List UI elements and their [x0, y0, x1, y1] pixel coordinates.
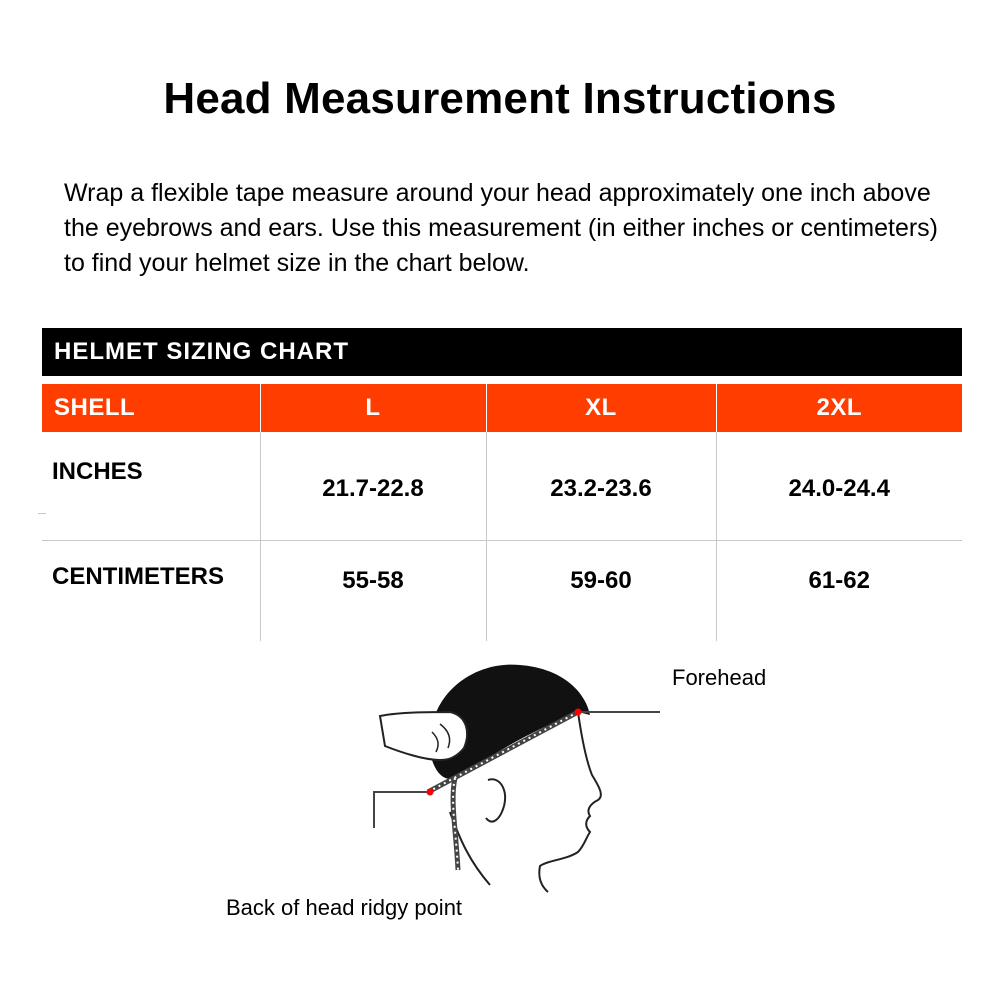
row-divider — [38, 513, 46, 514]
column-header-shell: SHELL — [42, 384, 260, 432]
face-profile — [539, 712, 601, 892]
cell-cm-xl: 59-60 — [486, 541, 716, 642]
ear-shape — [486, 779, 505, 821]
intro-paragraph: Wrap a flexible tape measure around your head approximately one inch above the eyebrows and ears. Use this measurement (in either inches or centimeters) to find your helmet size in the chart below. — [64, 179, 938, 277]
table-row — [42, 432, 962, 541]
hand-shape — [380, 712, 467, 760]
column-header-2xl: 2XL — [716, 384, 962, 432]
cell-cm-2xl: 61-62 — [716, 541, 962, 642]
forehead-label: Forehead — [672, 665, 767, 690]
forehead-leader-line — [578, 690, 660, 712]
chart-header: HELMET SIZING CHART — [42, 328, 962, 376]
sizing-table — [42, 384, 962, 641]
back-of-head-label: Back of head ridgy point — [226, 895, 463, 920]
table-row — [42, 541, 962, 642]
head-measurement-illustration — [340, 640, 660, 900]
cell-inches-xl: 23.2-23.6 — [486, 432, 716, 541]
cell-inches-l: 21.7-22.8 — [260, 432, 486, 541]
column-header-xl: XL — [486, 384, 716, 432]
back-of-head-marker — [427, 789, 434, 796]
row-label-centimeters: CENTIMETERS — [52, 563, 225, 590]
cell-inches-2xl: 24.0-24.4 — [716, 432, 962, 541]
row-label-inches: INCHES — [42, 432, 260, 541]
table-header-row — [42, 384, 962, 432]
page-title: Head Measurement Instructions — [163, 74, 837, 123]
forehead-marker — [575, 709, 582, 716]
column-header-l: L — [260, 384, 486, 432]
back-leader-line — [374, 792, 428, 828]
cell-cm-l: 55-58 — [260, 541, 486, 642]
